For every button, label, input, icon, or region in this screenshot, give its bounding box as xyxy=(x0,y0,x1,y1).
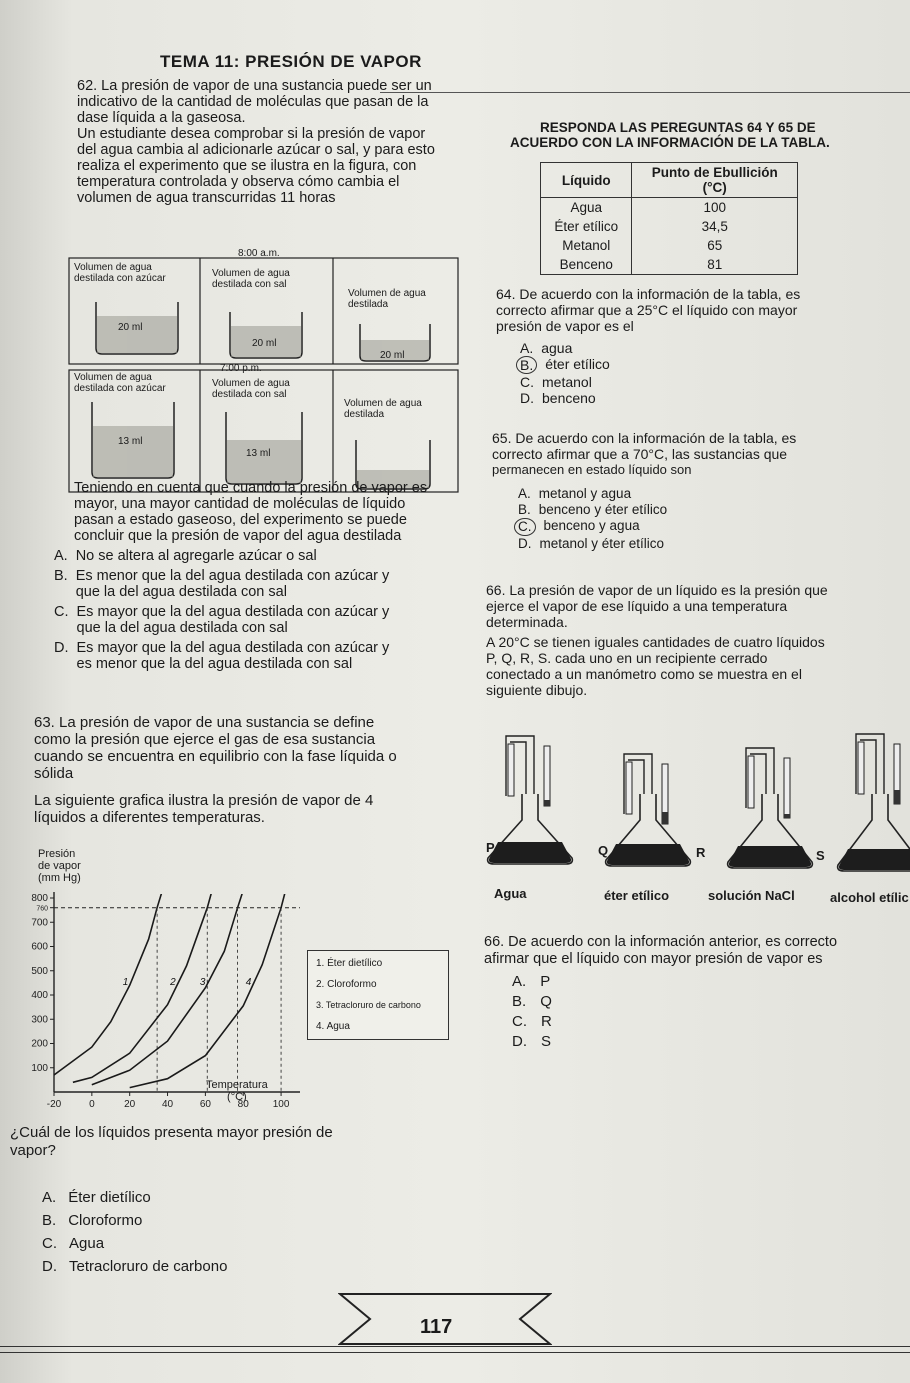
flask-name-p: Agua xyxy=(494,886,527,901)
ylabel-line: Presión xyxy=(38,848,76,860)
q62-line: del agua cambia al adicionarle azúcar o sal, y para esto xyxy=(77,142,435,158)
q66-line: 66. La presión de vapor de un líquido es la presión que xyxy=(486,582,828,598)
legend-entry: 4. Agua xyxy=(316,1021,350,1032)
option-letter-circled: C. xyxy=(514,518,536,536)
q64-option-a[interactable] xyxy=(520,340,610,356)
q63-option-d[interactable] xyxy=(42,1255,227,1278)
right-header-line: RESPONDA LAS PEREGUNTAS 64 Y 65 DE xyxy=(540,120,816,135)
right-header-line: ACUERDO CON LA INFORMACIÓN DE LA TABLA. xyxy=(510,135,830,150)
q66-option-b[interactable] xyxy=(512,992,552,1012)
flask-name-q: éter etílico xyxy=(604,888,670,903)
option-letter: D. xyxy=(54,640,69,656)
q62-line: Un estudiante desea comprobar si la presión de vapor xyxy=(77,126,426,142)
y-tick-label: 200 xyxy=(31,1038,48,1050)
option-text: Éter dietílico xyxy=(68,1189,151,1206)
col-sugar-label: Volumen de agua destilada con azúcar xyxy=(74,262,166,284)
table-cell: 81 xyxy=(632,255,798,275)
q62-after-line: Teniendo en cuenta que cuando la presión de vapor es xyxy=(74,480,428,496)
q64-option-b[interactable] xyxy=(520,356,610,374)
option-letter: C. xyxy=(42,1235,57,1252)
y-tick-label: 760 xyxy=(36,905,48,913)
flask-name-s: alcohol etílic xyxy=(830,890,909,905)
option-text: benceno y agua xyxy=(543,518,640,533)
chart-xlabel xyxy=(206,1079,268,1103)
q62-option-d[interactable] xyxy=(54,640,464,672)
q62-line: 62. La presión de vapor de una sustancia puede ser un xyxy=(77,78,432,94)
q64-options xyxy=(520,340,610,406)
q65-options xyxy=(518,486,667,552)
x-tick-label: 80 xyxy=(237,1099,249,1110)
q65-stem xyxy=(492,430,902,478)
y-tick-label: 800 xyxy=(31,893,48,904)
q62-option-c[interactable] xyxy=(54,604,464,636)
vapor-pressure-chart xyxy=(20,888,320,1118)
flask-liquid-1 xyxy=(489,842,571,863)
q63-line: como la presión que ejerce el gas de esa sustancia xyxy=(34,731,376,748)
table-cell: Benceno xyxy=(541,255,632,275)
footer-rule-2 xyxy=(0,1352,910,1353)
table-cell: 65 xyxy=(632,236,798,255)
manometer-open-arm-3 xyxy=(784,758,790,818)
q64-option-d[interactable] xyxy=(520,390,610,406)
q65-line: 65. De acuerdo con la información de la tabla, es xyxy=(492,430,797,446)
manometer-open-arm-1 xyxy=(544,746,550,806)
q62-option-b[interactable] xyxy=(54,568,464,600)
table-row xyxy=(541,236,798,255)
chart-ylabel xyxy=(38,848,81,884)
q64-line: 64. De acuerdo con la información de la tabla, es xyxy=(496,286,801,302)
q65-option-b[interactable] xyxy=(518,502,667,518)
q62-reasoning xyxy=(74,480,464,544)
q64-option-c[interactable] xyxy=(520,374,610,390)
q64-line: presión de vapor es el xyxy=(496,318,634,334)
q63-line: cuando se encuentra en equilibrio con la fase líquida o xyxy=(34,748,397,765)
option-text: Es mayor que la del agua destilada con azúcar y xyxy=(76,640,390,656)
col-salt-label-2: Volumen de agua destilada con sal xyxy=(212,378,290,400)
option-text: Q xyxy=(540,993,552,1010)
q63-question-line: vapor? xyxy=(10,1142,56,1159)
x-tick-label: 40 xyxy=(161,1099,174,1110)
curve-label-4: 4 xyxy=(245,976,252,988)
table-cell: Metanol xyxy=(541,236,632,255)
q66-stem xyxy=(486,582,904,698)
option-letter: B. xyxy=(512,993,527,1010)
option-letter: A. xyxy=(520,340,534,356)
option-letter: B. xyxy=(518,502,531,517)
y-tick-label: 500 xyxy=(31,965,48,977)
time-end: 7:00 p.m. xyxy=(220,363,262,374)
table-header-liquid: Líquido xyxy=(541,163,632,198)
manometer-mercury-3 xyxy=(784,814,790,818)
q66-line: P, Q, R, S. cada uno en un recipiente cerrado xyxy=(486,650,768,666)
footer-rule xyxy=(0,1346,910,1347)
option-text-cont: que la del agua destilada con sal xyxy=(76,620,288,636)
option-letter: D. xyxy=(512,1033,527,1050)
x-tick-label: 20 xyxy=(124,1099,136,1110)
flask-letter-s: S xyxy=(816,848,825,863)
flask-liquid-3 xyxy=(729,846,811,867)
option-letter: B. xyxy=(42,1212,57,1229)
q66-option-c[interactable] xyxy=(512,1012,552,1032)
q62-stem xyxy=(77,78,455,206)
option-letter: C. xyxy=(520,374,534,390)
manometer-column-1 xyxy=(508,744,514,796)
table-row xyxy=(541,198,798,218)
option-letter: D. xyxy=(42,1258,57,1275)
option-letter: B. xyxy=(54,568,68,584)
topic-title: TEMA 11: PRESIÓN DE VAPOR xyxy=(160,52,422,71)
option-text: benceno xyxy=(542,390,596,406)
ylabel-line: de vapor xyxy=(38,860,81,872)
option-text: S xyxy=(541,1033,552,1050)
option-text: Es mayor que la del agua destilada con azúcar y xyxy=(76,604,390,620)
manometer-mercury-4 xyxy=(894,790,900,804)
xlabel-line: Temperatura xyxy=(206,1079,268,1091)
q62-line: temperatura controlada y observa cómo cambia el xyxy=(77,174,400,190)
option-letter-circled: B. xyxy=(516,356,537,374)
option-text: Agua xyxy=(69,1235,105,1252)
option-text: metanol xyxy=(542,374,592,390)
legend-entry: 1. Éter dietílico xyxy=(316,958,383,969)
manometer-column-2 xyxy=(626,762,632,814)
xlabel-line: (°C) xyxy=(227,1091,247,1103)
q65-option-a[interactable] xyxy=(518,486,667,502)
option-letter: C. xyxy=(54,604,69,620)
header-rule xyxy=(380,92,910,93)
q66-line: siguiente dibujo. xyxy=(486,682,588,698)
option-letter: D. xyxy=(520,390,534,406)
option-text: Es menor que la del agua destilada con azúcar y xyxy=(75,568,390,584)
series-line-2 xyxy=(73,888,217,1082)
option-letter: A. xyxy=(42,1189,57,1206)
flask-letter-q: Q xyxy=(598,843,609,858)
vol-end-sugar: 13 ml xyxy=(118,436,143,447)
table-row xyxy=(541,217,798,236)
q63-option-b[interactable] xyxy=(42,1209,227,1232)
option-text: benceno y éter etílico xyxy=(538,502,668,517)
q63-line: La siguiente grafica ilustra la presión de vapor de 4 xyxy=(34,792,374,809)
vol-start-water: 20 ml xyxy=(380,350,405,361)
col-water-label-2: Volumen de agua destilada xyxy=(344,398,422,420)
vol-end-salt: 13 ml xyxy=(246,448,271,459)
q62-after-line: pasan a estado gaseoso, del experimento se puede xyxy=(74,512,407,528)
option-text: agua xyxy=(541,340,573,356)
col-salt-label: Volumen de agua destilada con sal xyxy=(212,268,290,290)
flask-liquid-2 xyxy=(607,844,689,865)
q62-line: indicativo de la cantidad de moléculas que pasan de la xyxy=(77,94,429,110)
manometer-flasks-diagram xyxy=(480,726,910,876)
right-header xyxy=(510,120,910,150)
table-header-boiling xyxy=(632,163,798,198)
q64-line: correcto afirmar que a 25°C el líquido con mayor xyxy=(496,302,798,318)
chart-legend xyxy=(307,950,449,1040)
q62-option-a[interactable] xyxy=(54,548,464,564)
q62-after-line: concluir que la presión de vapor del agua destilada xyxy=(74,528,402,544)
legend-entry: 3. Tetracloruro de carbono xyxy=(316,1000,421,1010)
curve-label-2: 2 xyxy=(170,976,176,988)
option-text: éter etílico xyxy=(545,356,610,372)
q63-question-line: ¿Cuál de los líquidos presenta mayor presión de xyxy=(10,1124,333,1141)
col-water-label: Volumen de agua destilada xyxy=(348,288,426,310)
manometer-column-4 xyxy=(858,742,864,794)
boiling-point-table xyxy=(540,162,798,275)
option-text: metanol y éter etílico xyxy=(539,536,665,551)
q63-line: líquidos a diferentes temperaturas. xyxy=(34,809,265,826)
q63-option-c[interactable] xyxy=(42,1232,227,1255)
flask-liquid-4 xyxy=(839,849,910,870)
table-row xyxy=(541,255,798,275)
table-cell: Éter etílico xyxy=(541,217,632,236)
q65-line: permanecen en estado líquido son xyxy=(492,462,692,477)
q62-options xyxy=(54,548,464,672)
vol-start-sugar: 20 ml xyxy=(118,322,143,333)
curve-label-1: 1 xyxy=(122,976,129,988)
curve-label-3: 3 xyxy=(199,976,206,988)
option-letter: C. xyxy=(512,1013,527,1030)
y-tick-label: 300 xyxy=(31,1014,48,1026)
q65-option-d[interactable] xyxy=(518,536,667,552)
option-letter: A. xyxy=(512,973,527,990)
manometer-mercury-2 xyxy=(662,812,668,824)
q63-question xyxy=(10,1124,430,1160)
option-text: No se altera al agregarle azúcar o sal xyxy=(75,548,317,564)
x-tick-label: 100 xyxy=(272,1099,290,1110)
q63-line: 63. La presión de vapor de una sustancia se define xyxy=(34,714,375,731)
q63-stem xyxy=(34,714,464,826)
q62-line: dase líquida a la gaseosa. xyxy=(77,110,246,126)
flask-letter-p: P xyxy=(486,840,495,855)
x-tick-label: 60 xyxy=(199,1099,211,1110)
y-tick-label: 700 xyxy=(31,917,48,929)
q62-line: volumen de agua transcurridas 11 horas xyxy=(77,190,336,206)
q64-stem xyxy=(496,286,901,334)
q66-options xyxy=(512,972,552,1052)
q66-line: determinada. xyxy=(486,614,568,630)
option-text: R xyxy=(541,1013,552,1030)
q66-line: conectado a un manómetro como se muestra en el xyxy=(486,666,802,682)
flask-letter-r: R xyxy=(696,845,706,860)
option-text: metanol y agua xyxy=(538,486,632,501)
flask-name-r: solución NaCl xyxy=(708,888,795,903)
ylabel-line: (mm Hg) xyxy=(38,872,81,884)
y-tick-label: 100 xyxy=(31,1062,48,1074)
option-text-cont: que la del agua destilada con sal xyxy=(75,584,287,600)
legend-entry: 2. Cloroformo xyxy=(316,979,377,990)
header-unit: (°C) xyxy=(702,180,727,195)
manometer-mercury-1 xyxy=(544,800,550,806)
option-text: Cloroformo xyxy=(68,1212,143,1229)
time-start: 8:00 a.m. xyxy=(238,248,280,259)
q66-line: A 20°C se tienen iguales cantidades de cuatro líquidos xyxy=(486,634,825,650)
option-letter: A. xyxy=(518,486,531,501)
option-text: Tetracloruro de carbono xyxy=(69,1258,228,1275)
x-tick-label: 0 xyxy=(89,1099,95,1110)
q65-line: correcto afirmar que a 70°C, las sustancias que xyxy=(492,446,788,462)
option-letter: D. xyxy=(518,536,532,551)
q66-question xyxy=(484,934,904,968)
q63-option-a[interactable] xyxy=(42,1186,227,1209)
option-letter: A. xyxy=(54,548,68,564)
col-sugar-label-2: Volumen de agua destilada con azúcar xyxy=(74,372,166,394)
q62-line: realiza el experimento que se ilustra en la figura, con xyxy=(77,158,417,174)
option-text-cont: es menor que la del agua destilada con sal xyxy=(76,656,353,672)
table-cell: Agua xyxy=(541,198,632,218)
y-tick-label: 600 xyxy=(31,941,48,953)
q66-question-line: afirmar que el líquido con mayor presión de vapor es xyxy=(484,951,823,967)
q63-line: sólida xyxy=(34,765,74,782)
header-text: Punto de Ebullición xyxy=(651,165,778,180)
x-tick-label: -20 xyxy=(46,1099,62,1110)
table-cell: 34,5 xyxy=(632,217,798,236)
series-line-1 xyxy=(54,888,168,1075)
q62-after-line: mayor, una mayor cantidad de moléculas de líquido xyxy=(74,496,406,512)
option-text: P xyxy=(540,973,551,990)
q66-option-a[interactable] xyxy=(512,972,552,992)
vol-start-salt: 20 ml xyxy=(252,338,277,349)
y-tick-label: 400 xyxy=(31,990,48,1001)
manometer-column-3 xyxy=(748,756,754,808)
q63-options xyxy=(42,1186,227,1278)
q66-option-d[interactable] xyxy=(512,1032,552,1052)
page-number: 117 xyxy=(420,1316,453,1338)
q65-option-c[interactable] xyxy=(518,518,667,536)
q66-question-line: 66. De acuerdo con la información anterior, es correcto xyxy=(484,934,838,950)
q66-line: ejerce el vapor de ese líquido a una temperatura xyxy=(486,598,788,614)
table-cell: 100 xyxy=(632,198,798,218)
